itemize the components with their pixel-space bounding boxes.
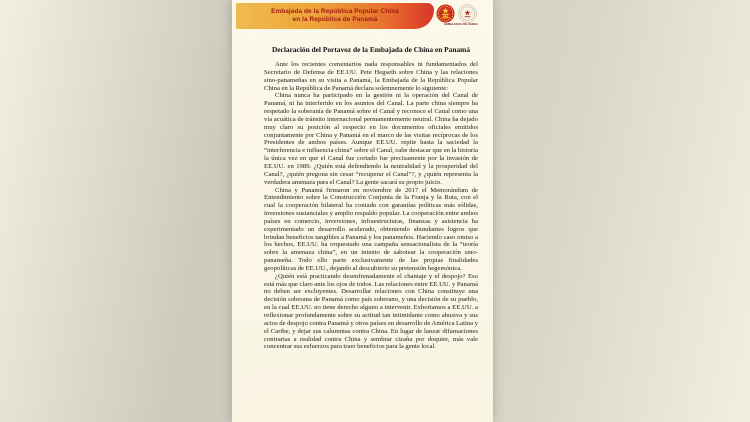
statement-title: Declaración del Portavoz de la Embajada de China en Panamá — [271, 45, 471, 54]
statement-paragraph: China y Panamá firmaron en noviembre de 2017 el Memorándum de Entendimiento sobre la Construcción Conjunta de la Franja y la Ruta, con el cual la cooperación bilateral ha contado con garantías políticas más sólidas, inversiones sustanciales y amplio respaldo popular. La cooperación entre ambos países en comercio, inversiones, infraestructuras, finanzas y asistencia ha experimentado un desarrollo acelerado, obteniendo abundantes logros que brindan beneficios tangibles a Panamá y los panameños. Haciendo caso omiso a los hechos, EE.UU. ha orquestado una campaña sensacionalista de la “teoría sobre la amenaza china”, en un intento de sabotear la cooperación sino-panameña. Todo ello parte exclusivamente de las propias finalidades geopolíticas de EE.UU., dejando al descubierto su pretensión hegemónica. — [264, 186, 478, 272]
china-national-emblem-icon — [436, 4, 455, 23]
emblem-caption: EMBAJADA DE CHINA — [444, 23, 478, 27]
document-page — [232, 0, 493, 422]
statement-body — [264, 61, 478, 351]
embassy-seal-icon — [458, 4, 477, 23]
embassy-name-line2: en la República de Panamá — [292, 16, 378, 23]
statement-paragraph: Ante los recientes comentarios nada responsables ni fundamentados del Secretario de Defensa de EE.UU. Pete Hegseth sobre China y las relaciones sino-panameñas en su visita a Panamá, la Embajada de la República Popular China en la República de Panamá declara solemnemente lo siguiente: — [264, 61, 478, 92]
letterhead — [232, 0, 493, 30]
emblem-group — [435, 3, 490, 30]
letterhead-band — [236, 3, 434, 29]
statement-content — [264, 30, 478, 351]
embassy-name-line1: Embajada de la República Popular China — [271, 8, 399, 16]
statement-paragraph: ¿Quién está practicando desenfrenadamente el chantaje y el despojo? Eso está más que claro ante los ojos de todos. Las relaciones entre EE.UU. y Panamá no deben ser excluyentes. Desarrollar relaciones con China constituye una decisión soberana de Panamá como país soberano, y una decisión de su pueblo, en la cual EE.UU. no tiene derecho alguno a intervenir. Exhortamos a EE.UU. a reflexionar profundamente sobre su actitud tan intimidante como abusiva y sus actos de despojo contra Panamá y otros países en desarrollo de América Latina y el Caribe, y dejar sus calumnias contra China. En lugar de lanzar difamaciones contrarias a realidad contra China y sembrar cizaña por doquier, más vale concentrar sus esfuerzos para traer beneficios para la gente local. — [264, 272, 478, 351]
statement-paragraph: China nunca ha participado en la gestión ni la operación del Canal de Panamá, ni ha interferido en los asuntos del Canal. La parte china siempre ha respetado la soberanía de Panamá sobre el Canal y reconoce el Canal como una vía acuática de tránsito internacional permanentemente neutral. China ha dejado muy claro su posición al respecto en los documentos oficiales emitidos conjuntamente por China y Panamá en el marco de las visitas recíprocas de los Presidentes de ambos países. Aunque EE.UU. repite hasta la saciedad la “interferencia e influencia china” sobre el Canal, cabe destacar que en la historia la única vez en que el Canal fue cortado fue precisamente por la invasión de EE.UU. en 1989. ¿Quién está defendiendo la neutralidad y la prosperidad del Canal?, ¿quién pregona sin cesar “recuperar el Canal”?, y ¿quién representa la verdadera amenaza para el Canal? La gente sacará su propio juicio. — [264, 92, 478, 186]
